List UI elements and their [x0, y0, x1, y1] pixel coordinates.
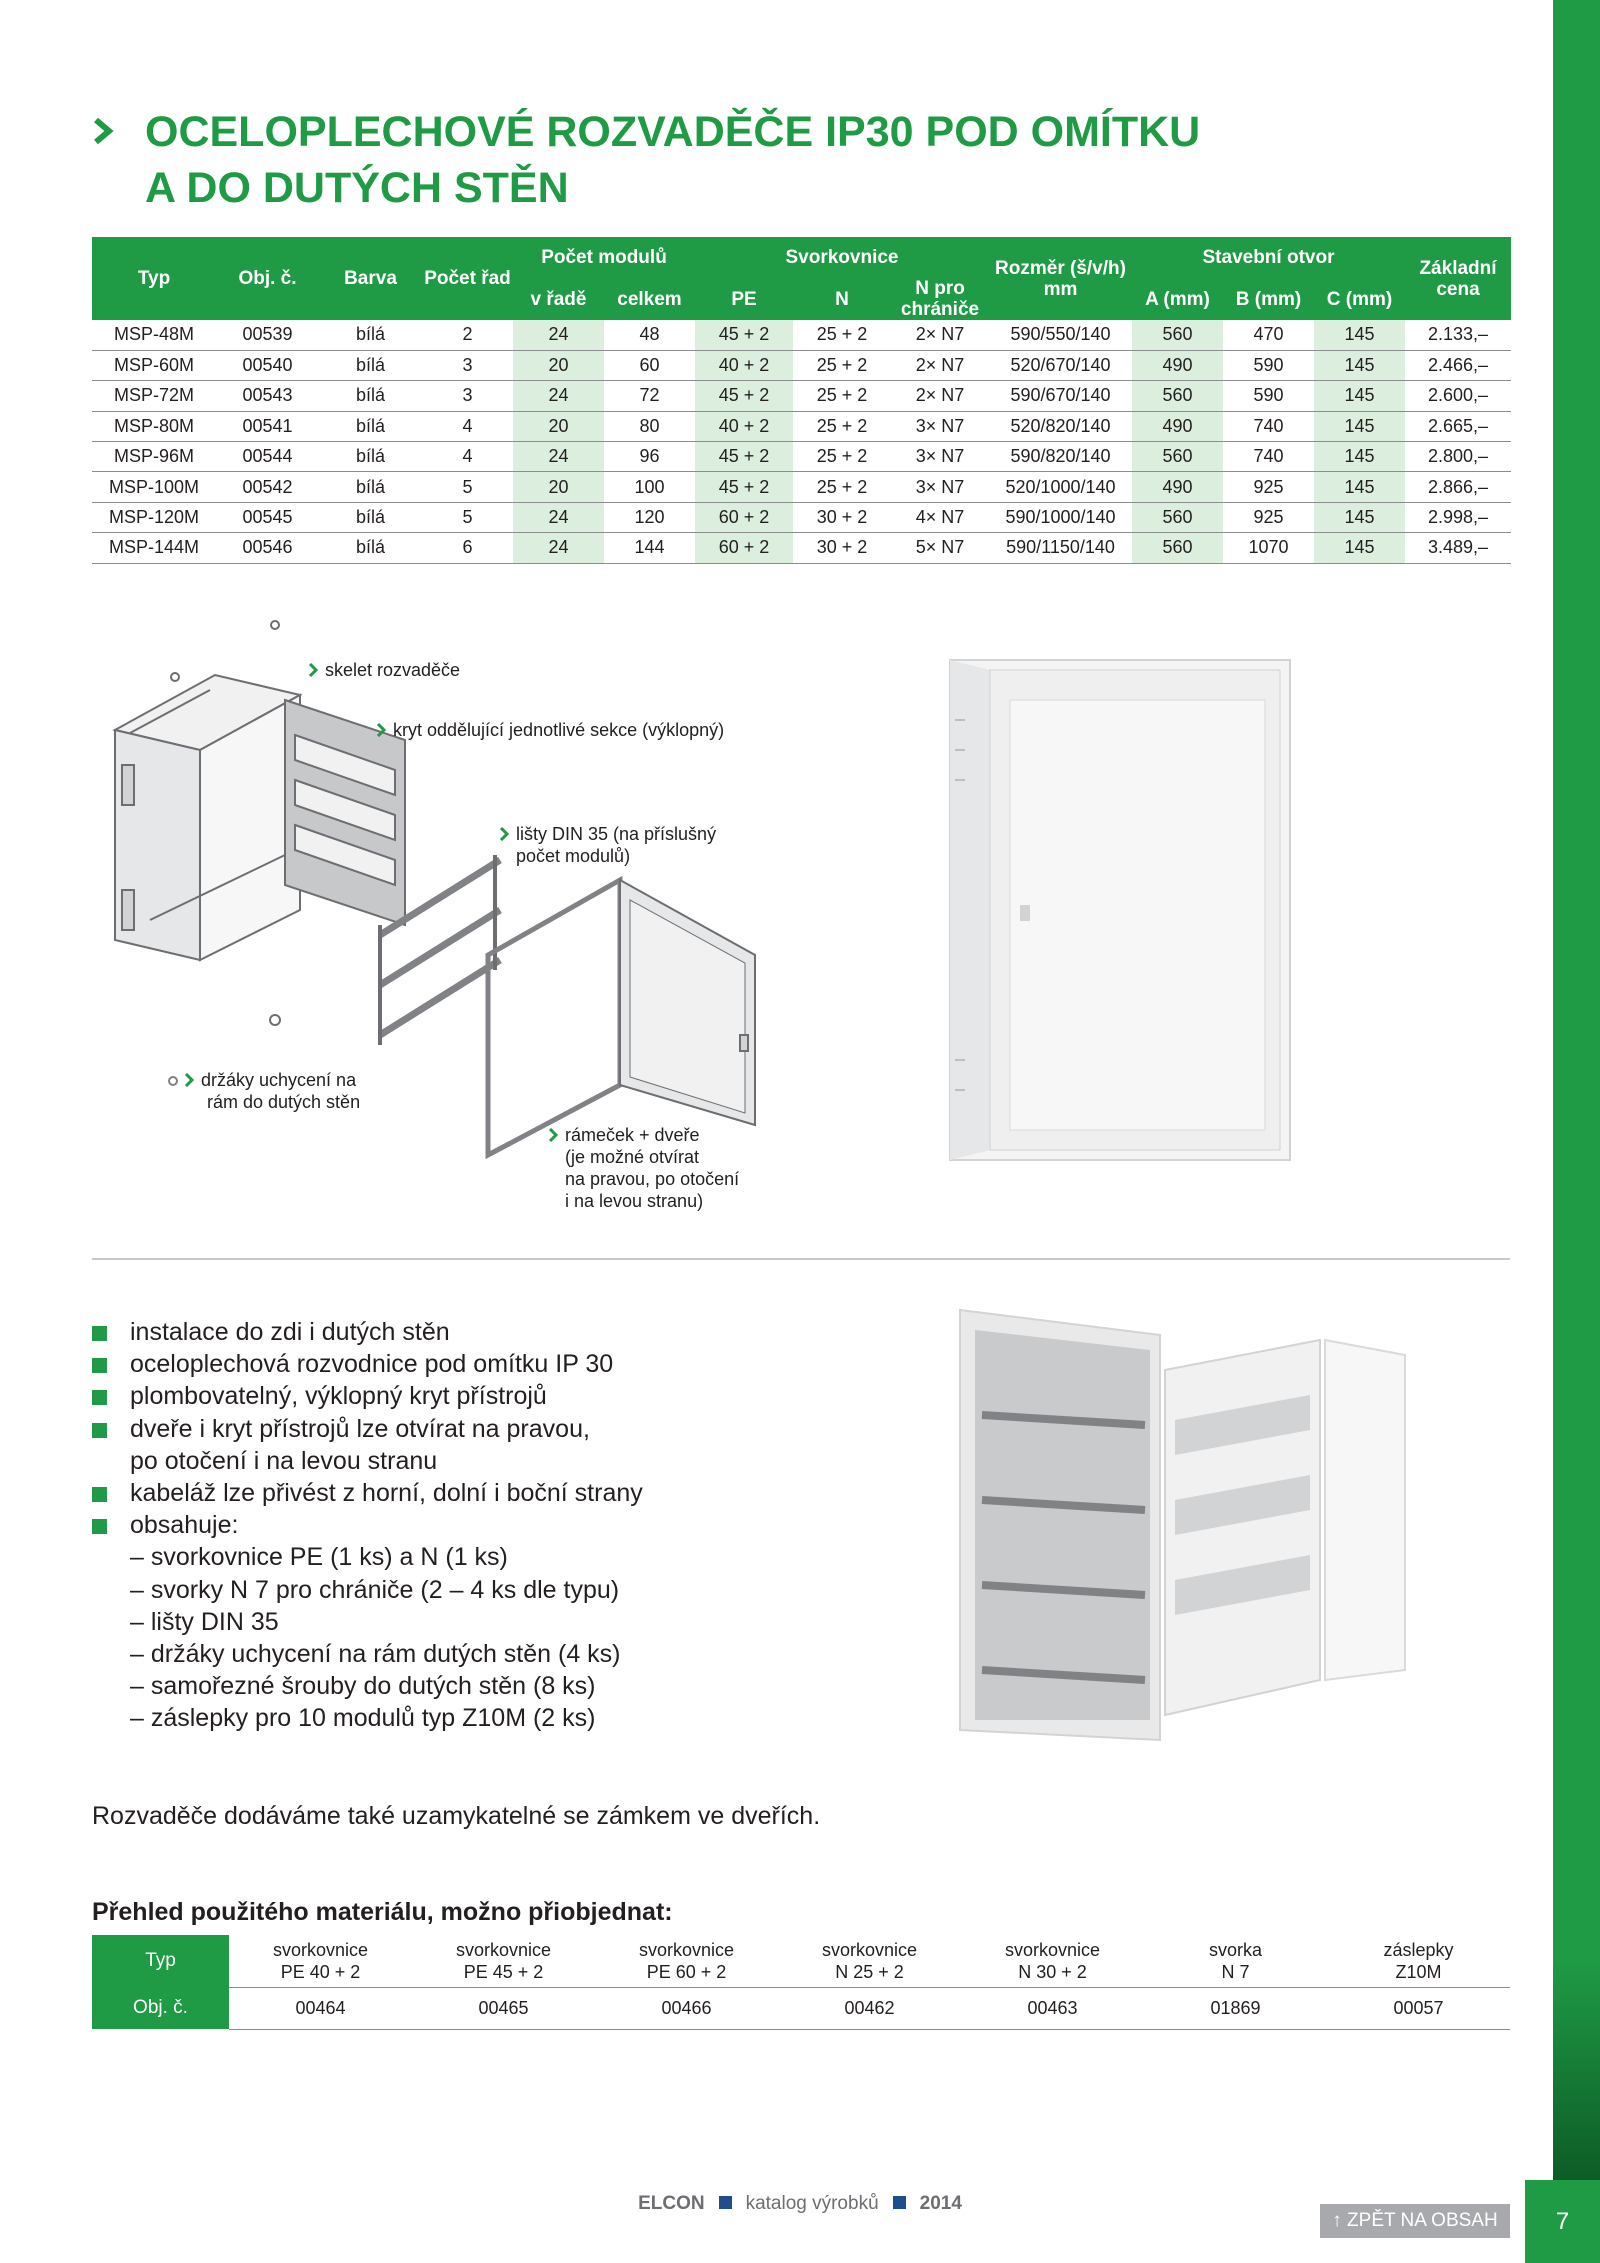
feature-item: obsahuje:: [92, 1509, 892, 1541]
table-cell: 590: [1223, 350, 1314, 380]
material-obj-cell: 00465: [412, 1987, 595, 2029]
product-photo-closed: [870, 640, 1320, 1180]
material-type-line: N 7: [1221, 1961, 1250, 1982]
table-cell: MSP-144M: [92, 533, 216, 563]
table-cell: 25 + 2: [793, 320, 891, 350]
table-cell: 60 + 2: [695, 533, 793, 563]
header-n: N: [793, 278, 891, 320]
table-cell: MSP-48M: [92, 320, 216, 350]
table-cell: 96: [604, 442, 695, 472]
table-cell: 145: [1314, 320, 1405, 350]
table-cell: 25 + 2: [793, 350, 891, 380]
table-cell: 25 + 2: [793, 381, 891, 411]
material-obj-cell: 00464: [229, 1987, 412, 2029]
table-cell: 00539: [216, 320, 319, 350]
table-cell: 20: [513, 411, 604, 441]
table-cell: 25 + 2: [793, 472, 891, 502]
header-celkem: celkem: [604, 278, 695, 320]
callout-skelet: skelet rozvaděče: [308, 659, 460, 681]
footer-catalog: katalog výrobků: [745, 2193, 879, 2214]
side-color-band: [1553, 0, 1600, 2180]
table-cell: 560: [1132, 320, 1223, 350]
table-cell: 00542: [216, 472, 319, 502]
table-row: [92, 502, 1511, 532]
table-cell: bílá: [319, 472, 422, 502]
product-table: [92, 237, 1511, 564]
table-cell: 470: [1223, 320, 1314, 350]
table-cell: 2.466,–: [1405, 350, 1511, 380]
material-type-cell: [229, 1935, 412, 1987]
table-cell: bílá: [319, 320, 422, 350]
table-cell: 3× N7: [891, 411, 989, 441]
table-cell: 2.600,–: [1405, 381, 1511, 411]
table-cell: 145: [1314, 381, 1405, 411]
table-cell: 560: [1132, 533, 1223, 563]
table-cell: 4× N7: [891, 502, 989, 532]
table-cell: 2.665,–: [1405, 411, 1511, 441]
material-type-line: N 30 + 2: [1018, 1961, 1087, 1982]
table-cell: bílá: [319, 350, 422, 380]
table-cell: 145: [1314, 472, 1405, 502]
table-cell: 590: [1223, 381, 1314, 411]
bullet-square: [92, 1423, 107, 1438]
table-cell: 740: [1223, 411, 1314, 441]
table-cell: 24: [513, 442, 604, 472]
table-cell: 00540: [216, 350, 319, 380]
table-cell: 25 + 2: [793, 411, 891, 441]
table-cell: bílá: [319, 502, 422, 532]
material-obj-cell: 01869: [1144, 1987, 1327, 2029]
table-cell: 30 + 2: [793, 533, 891, 563]
table-cell: 45 + 2: [695, 381, 793, 411]
table-cell: 145: [1314, 502, 1405, 532]
table-cell: 2× N7: [891, 320, 989, 350]
table-cell: 20: [513, 350, 604, 380]
table-cell: 4: [422, 411, 513, 441]
table-cell: 490: [1132, 350, 1223, 380]
table-cell: 520/670/140: [989, 350, 1132, 380]
feature-list: [92, 1316, 892, 1735]
header-c-mm: C (mm): [1314, 278, 1405, 320]
table-cell: 520/1000/140: [989, 472, 1132, 502]
table-row: [92, 533, 1511, 563]
table-cell: 40 + 2: [695, 411, 793, 441]
bullet-square: [92, 1487, 107, 1502]
page-title: [145, 104, 1445, 216]
contents-item: – lišty DIN 35: [130, 1607, 279, 1636]
header-svorkovnice: Svorkovnice: [695, 237, 989, 278]
table-cell: 145: [1314, 533, 1405, 563]
table-cell: 490: [1132, 472, 1223, 502]
material-type-line: svorkovnice: [1004, 1939, 1101, 1960]
bullet-square: [92, 1519, 107, 1534]
contents-item: – svorkovnice PE (1 ks) a N (1 ks): [130, 1543, 508, 1572]
footer-year: 2014: [919, 2193, 962, 2214]
material-type-line: N 25 + 2: [835, 1961, 904, 1982]
contents-item: – držáky uchycení na rám dutých stěn (4 ks): [130, 1640, 621, 1669]
table-cell: MSP-72M: [92, 381, 216, 411]
table-cell: 560: [1132, 442, 1223, 472]
material-type-line: svorka: [1208, 1939, 1262, 1960]
footer-square-icon: [719, 2196, 732, 2209]
table-cell: bílá: [319, 411, 422, 441]
material-type-cell: [412, 1935, 595, 1987]
table-cell: 5× N7: [891, 533, 989, 563]
material-obj-cell: 00057: [1327, 1987, 1510, 2029]
header-stavebni-otvor: Stavební otvor: [1132, 237, 1405, 278]
table-cell: 590/670/140: [989, 381, 1132, 411]
material-type-line: svorkovnice: [272, 1939, 369, 1960]
material-type-line: PE 60 + 2: [646, 1961, 727, 1982]
title-line-1: OCELOPLECHOVÉ ROZVADĚČE IP30 POD OMÍTKU: [145, 108, 1201, 156]
header-a-mm: A (mm): [1132, 278, 1223, 320]
table-cell: 145: [1314, 411, 1405, 441]
table-cell: 00545: [216, 502, 319, 532]
table-cell: 48: [604, 320, 695, 350]
table-cell: 60 + 2: [695, 502, 793, 532]
feature-item: kabeláž lze přivést z horní, dolní i boční strany: [92, 1477, 892, 1509]
table-cell: 3× N7: [891, 472, 989, 502]
table-cell: 120: [604, 502, 695, 532]
material-type-line: svorkovnice: [455, 1939, 552, 1960]
table-cell: 00541: [216, 411, 319, 441]
table-cell: 590/1000/140: [989, 502, 1132, 532]
table-cell: bílá: [319, 381, 422, 411]
table-cell: 2.866,–: [1405, 472, 1511, 502]
table-cell: bílá: [319, 442, 422, 472]
table-cell: 45 + 2: [695, 472, 793, 502]
material-obj-cell: 00463: [961, 1987, 1144, 2029]
table-cell: 2: [422, 320, 513, 350]
feature-item: plombovatelný, výklopný kryt přístrojů: [92, 1380, 892, 1412]
table-cell: 560: [1132, 381, 1223, 411]
lockable-note: Rozvaděče dodáváme také uzamykatelné se zámkem ve dveřích.: [92, 1802, 821, 1830]
table-cell: 490: [1132, 411, 1223, 441]
table-cell: 25 + 2: [793, 442, 891, 472]
table-cell: 925: [1223, 502, 1314, 532]
header-rozmer: Rozměr (š/v/h) mm: [989, 237, 1132, 320]
screw-icon: [168, 1076, 178, 1086]
product-photo-open: [900, 1300, 1420, 1760]
table-cell: 145: [1314, 350, 1405, 380]
back-to-contents-button[interactable]: ↑ ZPĚT NA OBSAH: [1320, 2204, 1510, 2238]
header-v-rade: v řadě: [513, 278, 604, 320]
material-type-cell: [595, 1935, 778, 1987]
chevron-right-icon: [376, 723, 387, 737]
table-cell: 590/550/140: [989, 320, 1132, 350]
table-cell: 6: [422, 533, 513, 563]
table-cell: 45 + 2: [695, 320, 793, 350]
chevron-right-icon: [548, 1128, 559, 1142]
title-line-2: A DO DUTÝCH STĚN: [145, 164, 569, 212]
material-type-line: PE 40 + 2: [280, 1961, 361, 1982]
table-cell: MSP-96M: [92, 442, 216, 472]
table-row: [92, 320, 1511, 350]
table-cell: 100: [604, 472, 695, 502]
table-cell: 2× N7: [891, 381, 989, 411]
callout-kryt: kryt oddělující jednotlivé sekce (výklopný): [376, 719, 724, 741]
material-type-cell: [961, 1935, 1144, 1987]
material-typ-label: Typ: [92, 1935, 229, 1987]
table-cell: 740: [1223, 442, 1314, 472]
footer-brand: ELCON: [638, 2193, 705, 2214]
table-cell: 925: [1223, 472, 1314, 502]
chevron-right-icon: [499, 827, 510, 841]
table-cell: 2.133,–: [1405, 320, 1511, 350]
header-barva: Barva: [319, 237, 422, 320]
material-type-cell: [1144, 1935, 1327, 1987]
header-pe: PE: [695, 278, 793, 320]
table-cell: 00544: [216, 442, 319, 472]
table-cell: 1070: [1223, 533, 1314, 563]
material-type-line: svorkovnice: [821, 1939, 918, 1960]
table-cell: 24: [513, 381, 604, 411]
table-cell: 00546: [216, 533, 319, 563]
callout-listy: lišty DIN 35 (na příslušný počet modulů): [499, 823, 716, 867]
table-row: [92, 411, 1511, 441]
table-cell: 520/820/140: [989, 411, 1132, 441]
material-type-cell: [778, 1935, 961, 1987]
material-type-cell: [1327, 1935, 1510, 1987]
material-title: Přehled použitého materiálu, možno přiobjednat:: [92, 1898, 673, 1926]
table-cell: 3: [422, 350, 513, 380]
feature-item: dveře i kryt přístrojů lze otvírat na pravou,: [92, 1413, 892, 1445]
table-cell: 2.998,–: [1405, 502, 1511, 532]
table-cell: 560: [1132, 502, 1223, 532]
table-cell: 40 + 2: [695, 350, 793, 380]
material-obj-cell: 00462: [778, 1987, 961, 2029]
header-n-pro-chranice: N pro chrániče: [891, 278, 989, 320]
table-cell: 80: [604, 411, 695, 441]
table-cell: 24: [513, 502, 604, 532]
header-pocet-rad: Počet řad: [422, 237, 513, 320]
table-cell: MSP-100M: [92, 472, 216, 502]
material-type-line: Z10M: [1395, 1961, 1442, 1982]
header-b-mm: B (mm): [1223, 278, 1314, 320]
table-cell: 144: [604, 533, 695, 563]
table-cell: 3: [422, 381, 513, 411]
feature-item: instalace do zdi i dutých stěn: [92, 1316, 892, 1348]
material-obj-label: Obj. č.: [92, 1987, 229, 2029]
material-table: [92, 1935, 1510, 2030]
table-cell: 3× N7: [891, 442, 989, 472]
table-cell: 5: [422, 472, 513, 502]
table-cell: 45 + 2: [695, 442, 793, 472]
feature-item-continued: po otočení i na levou stranu: [130, 1446, 438, 1475]
table-cell: 24: [513, 320, 604, 350]
chevron-right-icon: [184, 1073, 195, 1087]
table-cell: 3.489,–: [1405, 533, 1511, 563]
table-cell: MSP-80M: [92, 411, 216, 441]
chevron-right-icon: [308, 663, 319, 677]
material-type-line: PE 45 + 2: [463, 1961, 544, 1982]
table-cell: 590/1150/140: [989, 533, 1132, 563]
table-row: [92, 350, 1511, 380]
table-row: [92, 442, 1511, 472]
header-zakladni-cena: Základní cena: [1405, 237, 1511, 320]
table-cell: 4: [422, 442, 513, 472]
material-type-line: záslepky: [1383, 1939, 1454, 1960]
material-type-line: svorkovnice: [638, 1939, 735, 1960]
table-cell: 30 + 2: [793, 502, 891, 532]
contents-item: – svorky N 7 pro chrániče (2 – 4 ks dle typu): [130, 1575, 620, 1604]
header-typ: Typ: [92, 237, 216, 320]
header-pocet-modulu: Počet modulů: [513, 237, 695, 278]
table-cell: 72: [604, 381, 695, 411]
table-cell: 20: [513, 472, 604, 502]
table-cell: 60: [604, 350, 695, 380]
chevron-right-icon: [90, 116, 116, 146]
material-obj-cell: 00466: [595, 1987, 778, 2029]
contents-item: – samořezné šrouby do dutých stěn (8 ks): [130, 1672, 596, 1701]
contents-item: – záslepky pro 10 modulů typ Z10M (2 ks): [130, 1704, 596, 1733]
table-row: [92, 472, 1511, 502]
callout-ramecek: rámeček + dveře (je možné otvírat na pravou, po otočení i na levou stranu): [548, 1124, 739, 1212]
header-obj: Obj. č.: [216, 237, 319, 320]
page-number: 7: [1525, 2180, 1600, 2263]
table-cell: 5: [422, 502, 513, 532]
table-cell: MSP-120M: [92, 502, 216, 532]
table-cell: bílá: [319, 533, 422, 563]
bullet-square: [92, 1326, 107, 1341]
table-cell: 2.800,–: [1405, 442, 1511, 472]
section-divider: [92, 1258, 1510, 1260]
bullet-square: [92, 1390, 107, 1405]
table-row: [92, 381, 1511, 411]
table-cell: 2× N7: [891, 350, 989, 380]
footer-square-icon: [893, 2196, 906, 2209]
table-cell: 590/820/140: [989, 442, 1132, 472]
callout-drzaky: držáky uchycení na rám do dutých stěn: [168, 1069, 360, 1113]
table-cell: 145: [1314, 442, 1405, 472]
bullet-square: [92, 1358, 107, 1373]
feature-item: oceloplechová rozvodnice pod omítku IP 30: [92, 1348, 892, 1380]
table-cell: 24: [513, 533, 604, 563]
table-cell: 00543: [216, 381, 319, 411]
table-cell: MSP-60M: [92, 350, 216, 380]
